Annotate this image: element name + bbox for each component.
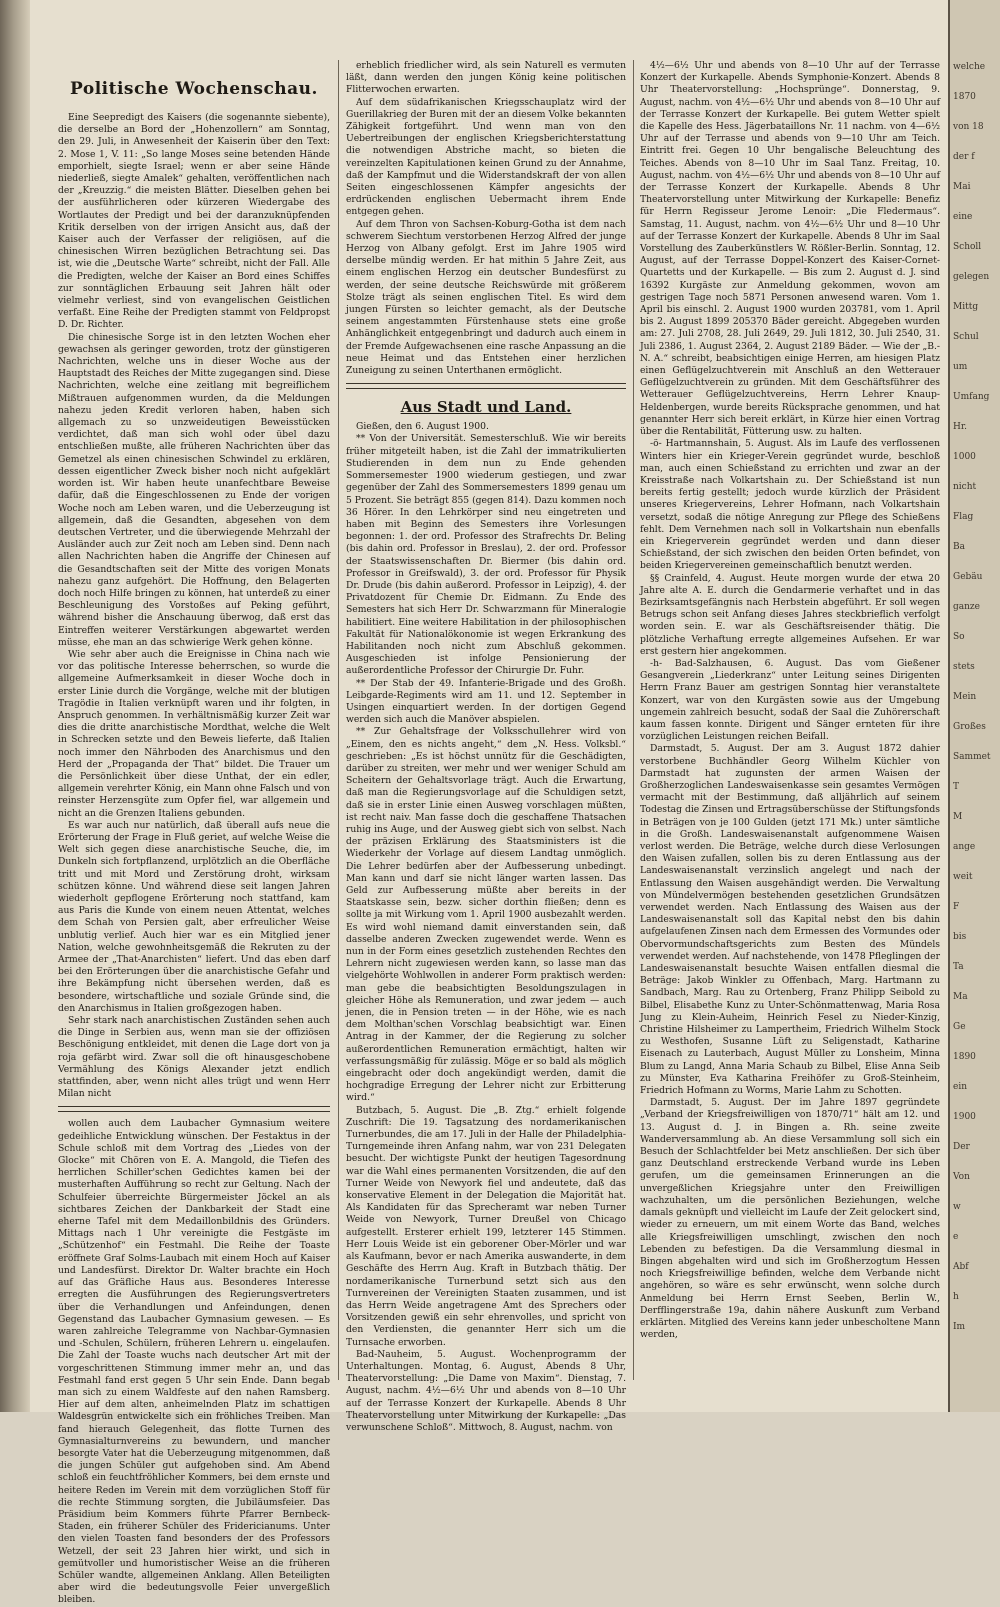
edge-fragment: 1900: [953, 1112, 976, 1122]
article-paragraph: Eine Seepredigt des Kaisers (die sogenannte siebente), die derselbe an Bord der „Hohenzollern“ am Sonntag, den 29. Juli, in Anwesenheit der Kaiserin über den Text: 2. Mose 1, V. 11: „So lange Moses seine betenden Hände emporhielt, siegte Israel; wenn er aber seine Hände niederließ, siegte Amalek“ gehalten, veröffentlichen nach der „Kreuzzig.“ die meisten Blätter. Dieselben gehen bei der ausführlicheren oder kürzeren Wiedergabe des Wortlautes der Predigt und bei der daranzuknüpfenden Kritik derselben von der irrigen Ansicht aus, daß der Kaiser auch der Verfasser der religiösen, auf die chinesischen Wirren bezüglichen Betrachtung sei. Das ist, wie die „Deutsche Warte“ schreibt, nicht der Fall. Alle die Predigten, welche der Kaiser an Bord eines Schiffes zur sonntäglichen Erbauung seit Jahren hält oder vielmehr verliest, sind von evangelischen Geistlichen verfaßt. Eine Reihe der Predigten stammt von Feldpropst D. Dr. Richter.: [58, 112, 330, 331]
edge-fragment: Der: [953, 1142, 970, 1152]
article-paragraph: Es war auch nur natürlich, daß überall aufs neue die Erörterung der Frage in Fluß geriet, auf welche Weise die Welt sich gegen diese anarchistische Seuche, die, im Dunkeln sich fortpflanzend, urplötzlich an die Oberfläche tritt und mit Mord und Zerstörung droht, wirksam schützen könne. Und während diese seit langen Jahren wiederholt gepflogene Erörterung noch stattfand, kam aus Paris die Kunde von einem neuen Attentat, welches dem Schah von Persien galt, aber erfreulicher Weise unblutig verlief. Auch hier war es ein Mitglied jener Nation, welche gewohnheitsgemäß die Rekruten zu der Armee der „That-Anarchisten“ liefert. Und das eben darf bei den Erörterungen über die anarchistische Gefahr und ihre Bekämpfung nicht übersehen werden, daß es besondere, wirtschaftliche und soziale Gründe sind, die den Anarchismus in Italien großgezogen haben.: [58, 819, 330, 1014]
heading-political-weekly: Politische Wochenschau.: [70, 79, 318, 99]
column-3: [640, 60, 940, 1380]
edge-fragment: Ta: [953, 962, 964, 972]
article-paragraph: wollen auch dem Laubacher Gymnasium weitere gedeihliche Entwicklung wünschen. Der Festaktus in der Schule schloß mit dem Vortrag des „Liedes von der Glocke“ mit Chören von E. A. Mangold, die Tiefen des herrlichen Schiller'schen Gedichtes kamen bei der musterhaften Aufführung so recht zur Geltung. Nach der Schulfeier überreichte Bürgermeister Jöckel an als sichtbares Zeichen der Dankbarkeit der Stadt eine eherne Tafel mit dem Medaillonbildnis des Gründers. Mittags nach 1 Uhr vereinigte die Festgäste im „Schützenhof“ ein Festmahl. Die Reihe der Toaste eröffnete Graf Solms-Laubach mit einem Hoch auf Kaiser und Landesfürst. Direktor Dr. Walter brachte ein Hoch auf das Gräfliche Haus aus. Besonderes Interesse erregten die Ausführungen des Regierungsvertreters über die Verhandlungen und Anfeindungen, denen Gegenstand das Laubacher Gymnasium gewesen. — Es waren zahlreiche Telegramme von Nachbar-Gymnasien und -Schulen, Schülern, früheren Lehrern u. eingelaufen. Die Zahl der Toaste wuchs nach deutscher Art mit der vorgeschrittenen Stimmung immer mehr an, und das Festmahl fand erst gegen 5 Uhr sein Ende. Dann begab man sich zu einem Waldfeste auf den nahen Ramsberg. Hier auf dem alten, anheimelnden Platz im schattigen Waldesgrün entwickelte sich ein fröhliches Treiben. Man fand hierauch Gelegenheit, das flotte Turnen des Gymnasialturnvereins zu bewundern, und mancher besorgte Vater hat die Ueberzeugung mitgenommen, daß die jungen Schüler gut aufgehoben sind. Am Abend schloß ein feuchtfröhlicher Kommers, bei dem ernste und heitere Reden im Verein mit dem vorzüglichen Stoff für die rechte Stimmung sorgten, die Jubiläumsfeier. Das Präsidium beim Kommers führte Pfarrer Bernbeck-Staden, ein früherer Schüler des Fridericianums. Unter den vielen Toasten fand besonders der des Professors Wetzell, der seit 23 Jahren hier wirkt, und sich in gemütvoller und humoristischer Weise an die früheren Schüler wandte, allgemeinen Anklang. Allen Beteiligten aber wird die bedeutungsvolle Feier unvergeßlich bleiben.: [58, 1118, 330, 1606]
edge-fragment: 1870: [953, 92, 976, 102]
edge-fragment: h: [953, 1292, 959, 1302]
article-paragraph: Darmstadt, 5. August. Der im Jahre 1897 gegründete „Verband der Kriegsfreiwilligen von 1870/71“ hält am 12. und 13. August d. J. in Bingen a. Rh. seine zweite Wanderversammlung ab. An diese Versammlung soll sich ein Besuch der Schlachtfelder bei Metz anschließen. Der sich über ganz Deutschland erstreckende Verband wurde ins Leben gerufen, um die gemeinsamen Erinnerungen an die unvergeßlichen Kriegsjahre unter den Freiwilligen wachzuhalten, um die persönlichen Beziehungen, welche damals geknüpft und vielleicht im Laufe der Zeit gelockert sind, wieder zu erneuern, um mit einem Worte das Band, welches alle Kriegsfreiwilligen umschlingt, zwischen den noch Lebenden zu befestigen. Da die Versammlung diesmal in Bingen abgehalten wird und sich im Großherzogtum Hessen noch Kriegsfreiwillige befinden, welche dem Verbande nicht angehören, so wäre es sehr erwünscht, wenn solche durch Anmeldung bei Herrn Ernst Seeben, Berlin W., Derfflingerstraße 19a, dahin nähere Auskunft zum Verband erklärten. Mitglied des Vereins kann jeder unbescholtene Mann werden,: [640, 1097, 941, 1341]
heading-city-and-country: Aus Stadt und Land.: [400, 398, 572, 417]
column-rule: [633, 60, 634, 1380]
edge-fragment: e: [953, 1232, 959, 1242]
article-paragraph: Die chinesische Sorge ist in den letzten Wochen eher gewachsen als geringer geworden, trotz der günstigeren Nachrichten, welche uns in dieser Woche aus der Hauptstadt des Reiches der Mitte zugegangen sind. Diese Nachrichten, welche eine zeitlang mit begreiflichem Mißtrauen aufgenommen wurden, da die Meldungen nahezu jeden Kredit verloren haben, haben sich allgemach zu so unzweideutigen Beweisstücken verdichtet, daß man sich wohl oder übel dazu entschließen mußte, alle früheren Nachrichten über das Gemetzel als einen chinesischen Schwindel zu erklären, dessen eigentlicher Zweck bisher noch nicht aufgeklärt worden ist. Wir haben heute unanfechtbare Beweise dafür, daß die Eingeschlossenen zu Ende der vorigen Woche noch am Leben waren, und die Ueberzeugung ist allgemein, daß die Gesandten, abgesehen von dem deutschen Vertreter, und die überwiegende Mehrzahl der Ausländer auch zur Zeit noch am Leben sind. Denn nach allen Nachrichten haben die Angriffe der Chinesen auf die Gesandtschaften seit der Mitte des vorigen Monats nahezu ganz aufgehört. Die Hoffnung, den Belagerten doch noch Hilfe bringen zu können, hat unterdeß zu einer Beschleunigung des Vorstoßes auf Peking geführt, während bisher die Anschauung überwog, daß erst das Eintreffen weiterer Verstärkungen abgewartet werden müsse, ehe man an das schwierige Werk gehen könne.: [58, 331, 330, 648]
edge-fragment: um: [953, 362, 968, 372]
edge-fragment: stets: [953, 662, 975, 672]
edge-fragment: Ba: [953, 542, 965, 552]
article-paragraph: ** Von der Universität. Semesterschluß. Wie wir bereits früher mitgeteilt haben, ist die Zahl der immatrikulierten Studierenden in dem nun zu Ende gehenden Sommersemester 1900 wiederum gestiegen, und zwar gegenüber der Zahl des Sommersemesters 1899 genau um 5 Prozent. Sie beträgt 855 (gegen 814). Dazu kommen noch 36 Hörer. In den Lehrkörper sind neu eingetreten und haben mit Beginn des Semesters ihre Vorlesungen begonnen: 1. der ord. Professor des Strafrechts Dr. Beling (bis dahin ord. Professor in Breslau), 2. der ord. Professor der Staatswissenschaften Dr. Biermer (bis dahin ord. Professor in Greifswald), 3. der ord. Professor für Physik Dr. Drude (bis dahin außerord. Professor in Leipzig), 4. der Privatdozent für Chemie Dr. Eidmann. Zu Ende des Semesters hat sich Herr Dr. Schwarzmann für Mineralogie habilitiert. Eine weitere Habilitation in der philosophischen Fakultät für Nationalökonomie ist wegen Erkrankung des Habilitanden noch nicht zum Abschluß gekommen. Ausgeschieden ist infolge Pensionierung der außerordentliche Professor der Chirurgie Dr. Fuhr.: [346, 433, 626, 677]
edge-fragment: So: [953, 632, 965, 642]
edge-fragment: w: [953, 1202, 961, 1212]
double-rule-divider: [58, 1106, 330, 1112]
edge-fragment: Im: [953, 1322, 966, 1332]
edge-fragment: Flag: [953, 512, 974, 522]
edge-fragment: Mein: [953, 692, 977, 702]
column-1-articles: [58, 112, 330, 1100]
edge-fragment: Mai: [953, 182, 971, 192]
edge-fragment: Ma: [953, 992, 968, 1002]
edge-fragment: Scholl: [953, 242, 982, 252]
edge-fragment: weit: [953, 872, 973, 882]
edge-fragment: M: [953, 812, 963, 822]
edge-fragment: welche: [953, 62, 986, 72]
article-paragraph: ** Zur Gehaltsfrage der Volksschullehrer wird von „Einem, den es nichts angeht,“ dem „N. Hess. Volksbl.“ geschrieben: „Es ist höchst unnütz für die Geschädigten, darüber zu streiten, wer mehr und wer weniger Schuld am Scheitern der Gehaltsvorlage trägt. Auch die Erwartung, daß man die Regierungsvorlage auf die Schuldigen setzt, daß sie in erster Linie einen Ausweg vorschlagen müßten, ist recht naiv. Man fasse doch die geschaffene Thatsachen ruhig ins Auge, und der Ausweg giebt sich von selbst. Nach der präzisen Erklärung des Staatsministers ist die Wiederkehr der Vorlage auf diesem Landtag unmöglich. Die Lehrer bedürfen aber der Aufbesserung unbedingt. Man kann und darf sie nicht länger warten lassen. Das Geld zur Aufbesserung müßte aber bereits in der Staatskasse sein, bezw. sicher dorthin fließen; denn es sollte ja mit Wirkung vom 1. April 1900 ausbezahlt werden. Es wird wohl niemand damit einverstanden sein, daß dasselbe anderen Zwecken zugewendet werde. Wenn es nun in der Form eines gesetzlich zustehenden Rechtes den Lehrern nicht zugewiesen werden kann, so lasse man das vielgehörte Wohlwollen in anderer Form praktisch werden: man gebe die beabsichtigten Besoldungszulagen in gleicher Höhe als Remuneration, und zwar jedem — auch jenen, die in Pension treten — in der Höhe, wie es nach dem Molthan'schen Vorschlag beabsichtigt war. Einen Antrag in der Kammer, der die Regierung zu solcher außerordentlichen Remuneration ermächtigt, halten wir verfassungsmäßig für zulässig. Möge er so bald als möglich eingebracht oder doch angekündigt werden, damit die hochgradige Erregung der Lehrer nicht zur Erbitterung wird.“: [346, 726, 626, 1104]
dateline: Gießen, den 6. August 1900.: [356, 421, 489, 433]
edge-fragment: ganze: [953, 602, 980, 612]
article-paragraph: §§ Crainfeld, 4. August. Heute morgen wurde der etwa 20 Jahre alte A. E. durch die Gendarmerie verhaftet und in das Bezirksamtsgefängnis nach Herbstein abgeführt. Er soll wegen Betrugs schon seit Anfang dieses Jahres steckbrieflich verfolgt worden sein. E. war als Geschäftsreisender thätig. Die plötzliche Verhaftung erregte allgemeines Aufsehen. Er war erst gestern hier angekommen.: [640, 572, 940, 657]
edge-fragment: 1000: [953, 452, 976, 462]
edge-fragment: gelegen: [953, 272, 990, 282]
edge-fragment: Gebäu: [953, 572, 983, 582]
article-paragraph: erheblich friedlicher wird, als sein Naturell es vermuten läßt, dann werden den jungen König keine politischen Flitterwochen erwarten.: [346, 60, 626, 96]
edge-fragment: bis: [953, 932, 967, 942]
article-paragraph: Wie sehr aber auch die Ereignisse in China nach wie vor das politische Interesse beherrschen, so wurde die allgemeine Aufmerksamkeit in dieser Woche doch in erster Linie durch die Vorgänge, welche mit der blutigen Tragödie in Italien verknüpft waren und ihr folgten, in Anspruch genommen. In verhältnismäßig kurzer Zeit war dies die dritte anarchistische Mordthat, welche die Welt in Schrecken setzte und den Beweis lieferte, daß Italien noch immer den Nährboden des Anarchismus und den Herd der „Propaganda der That“ bildet. Die Trauer um die Persönlichkeit über diese Unthat, der ein edler, allgemein verehrter König, ein Mann ohne Falsch und von reinster Herzensgüte zum Opfer fiel, war allgemein und nicht an die Grenzen Italiens gebunden.: [58, 648, 330, 819]
edge-fragment: F: [953, 902, 960, 912]
edge-fragment: 1890: [953, 1052, 976, 1062]
column-2: [346, 60, 626, 1433]
column-1: [58, 60, 330, 1606]
article-paragraph: Auf dem südafrikanischen Kriegsschauplatz wird der Guerillakrieg der Buren mit der an diesem Volke bekannten Zähigkeit fortgeführt. Und wenn man von den Uebertreibungen der englischen Kriegsberichterstattung die notwendigen Abstriche macht, so bieten die vereinzelten Kapitulationen keinen Grund zu der Annahme, daß der Kampfmut und die Widerstandskraft der von allen Seiten eingeschlossenen Kämpfer angesichts der erdrückenden englischen Uebermacht ihrem Ende entgegen gehen.: [346, 96, 626, 218]
edge-fragment: Sammet: [953, 752, 991, 762]
edge-fragment: nicht: [953, 482, 977, 492]
article-paragraph: 4½—6½ Uhr und abends von 8—10 Uhr auf der Terrasse Konzert der Kurkapelle. Abends Symphonie-Konzert. Abends 8 Uhr Theatervorstellung: „Hochsprünge“. Donnerstag, 9. August, nachm. von 4½—6½ Uhr und abends von 8—10 Uhr auf der Terrasse Konzert der Kurkapelle. Bei gutem Wetter spielt die Kapelle des Hess. Jägerbataillons Nr. 11 nachm. von 4—6½ Uhr auf der Terrasse und abends von 9—10 Uhr am Teich. Eintritt frei. Gegen 10 Uhr bengalische Beleuchtung des Teiches. Abends von 8—10 Uhr im Saal Tanz. Freitag, 10. August, nachm. von 4½—6½ Uhr und abends von 8—10 Uhr auf der Terrasse Konzert der Kurkapelle. Abends 8 Uhr Theatervorstellung unter Mitwirkung der Kurkapelle: Benefiz für Herrn Regisseur Jerome Lenoir: „Die Fledermaus“. Samstag, 11. August, nachm. von 4½—6½ Uhr und 8—10 Uhr auf der Terrasse Konzert der Kurkapelle. Abends 8 Uhr im Saal Vorstellung des Zauberkünstlers W. Rößler-Berlin. Sonntag, 12. August, auf der Terrasse Doppel-Konzert des Kaiser-Cornet-Quartetts und der Kurkapelle. — Bis zum 2. August d. J. sind 16392 Kurgäste zur Anmeldung gekommen, wovon am gestrigen Tage noch 5871 Personen anwesend waren. Vom 1. April bis einschl. 2. August 1900 wurden 203781, vom 1. April bis 2. August 1899 205370 Bäder gereicht. Abgegeben wurden am: 27. Juli 2708, 28. Juli 2649, 29. Juli 1812, 30. Juli 2540, 31. Juli 2386, 1. August 2364, 2. August 2189 Bäder. — Wie der „B.-N. A.“ schreibt, beabsichtigen einige Herren, am hiesigen Platz einen Geflügelzuchtverein mit Anschluß an den Wetterauer Geflügelzuchtverein zu gründen. Mit dem Geschäftsführer des Wetterauer Geflügelzuchtvereins, Herrn Lehrer Knaup-Heldenbergen, wurde bereits Rücksprache genommen, und hat genannter Herr sich bereit erklärt, in Kürze hier einen Vortrag über die Rentabilität, Fütterung usw. zu halten.: [640, 60, 940, 438]
article-paragraph: Darmstadt, 5. August. Der am 3. August 1872 dahier verstorbene Buchhändler Georg Wilhelm Küchler von Darmstadt hat zugunsten der armen Waisen der Großherzoglichen Landeswaisenkasse sein gesamtes Vermögen vermacht mit der Bestimmung, daß alljährlich auf seinem Todestag die Zinsen und Ertragsüberschüsse der Stiftungsfonds in Beträgen von je 100 Gulden (jetzt 171 Mk.) unter sämtliche in die Großh. Landeswaisenanstalt aufgenommene Waisen verlost werden. Die Beträge, welche durch diese Verlosungen den Waisen zufallen, sollen bis zu deren Entlassung aus der Landeswaisenanstalt verzinslich angelegt und nach der Entlassung den Waisen ausgehändigt werden. Die Verwaltung von Mündelvermögen bestehenden gesetzlichen Grundsätzen verwendet werden. Nach Entlassung des Waisen aus der Landeswaisenanstalt soll das Kapital nebst den bis dahin aufgelaufenen Zinsen nach dem Ermessen des Vormundes oder Obervormundschaftsgerichts zum Besten des Mündels verwendet werden. Auf nachstehende, von 1478 Pfleglingen der Landeswaisenanstalt besuchte Waisen entfallen diesmal die Beträge: Jakob Winkler zu Offenbach, Marg. Hartmann zu Sandbach, Marg. Rau zu Ortenberg, Franz Philipp Seibold zu Bilbel, Elisabethe Kunz zu Unter-Schönmattenwag, Maria Rosa Jung zu Klein-Auheim, Heinrich Fesel zu Nieder-Kinzig, Christine Hilsheimer zu Lampertheim, Friedrich Wilhelm Stock zu Westhofen, Susanne Lüft zu Seligenstadt, Katharine Eisenach zu Lauterbach, August Müller zu Lonsheim, Minna Blum zu Langd, Anna Maria Schaub zu Bilbel, Elise Anna Seib zu Münster, Eva Katharina Freihöfer zu Groß-Steinheim, Friedrich Hofmann zu Worms, Marie Lahm zu Schotten.: [640, 743, 940, 1097]
double-rule-divider: [346, 383, 626, 389]
edge-fragment: Hr.: [953, 422, 968, 432]
edge-fragment: Schul: [953, 332, 979, 342]
edge-fragment: T: [953, 782, 960, 792]
adjacent-page-edge: [948, 0, 1000, 1412]
edge-fragment: Von: [953, 1172, 970, 1182]
article-paragraph: Bad-Nauheim, 5. August. Wochenprogramm der Unterhaltungen. Montag, 6. August, Abends 8 Uhr, Theatervorstellung: „Die Dame von Maxim“. Dienstag, 7. August, nachm. 4½—6½ Uhr und abends von 8—10 Uhr auf der Terrasse Konzert der Kurkapelle. Abends 8 Uhr Theatervorstellung unter Mitwirkung der Kurkapelle: „Das verwunschene Schloß“. Mittwoch, 8. August, nachm. von: [346, 1348, 626, 1433]
edge-fragment: ange: [953, 842, 976, 852]
edge-fragment: von 18: [953, 122, 984, 132]
article-paragraph: -h- Bad-Salzhausen, 6. August. Das vom Gießener Gesangverein „Liederkranz“ unter Leitung seines Dirigenten Herrn Franz Bauer am gestrigen Sonntag hier veranstaltete Konzert, war von den Kurgästen sowie aus der Umgebung ungemein zahlreich besucht, sodaß der Saal die Zuhörerschaft kaum fassen konnte. Dirigent und Sänger ernteten für ihre vorzüglichen Leistungen reichen Beifall.: [640, 657, 940, 743]
article-paragraph: Sehr stark nach anarchistischen Zuständen sehen auch die Dinge in Serbien aus, wenn man sie der offiziösen Beschönigung entkleidet, mit denen die Lage dort von ja roja gefärbt wird. Zwar soll die oft hinausgeschobene Vermählung des Königs Alexander jetzt endlich stattfinden, aber, wenn nicht alles trügt und wenn Herr Milan nicht: [58, 1015, 330, 1100]
article-paragraph: Butzbach, 5. August. Die „B. Ztg.“ erhielt folgende Zuschrift: Die 19. Tagsatzung des nordamerikanischen Turnerbundes, die am 17. Juli in der Halle der Philadelphia-Turngemeinde ihren Anfang nahm, war von 231 Delegaten besucht. Der wichtigste Punkt der heutigen Tagesordnung war die Wahl eines permanenten Vorsitzenden, die auf den Turner Weide von Newyork fiel und andeutete, daß das konservative Element in der Delegation die Majorität hat. Als Kandidaten für das Sprecheramt war neben Turner Weide von Newyork, Turner Dreußel von Chicago aufgestellt. Ersterer erhielt 199, letzterer 145 Stimmen. Herr Louis Weide ist ein geborener Ober-Mörler und war als Kaufmann, bevor er nach Amerika auswanderte, in dem Geschäfte des Herrn Aug. Kraft in Butzbach thätig. Der nordamerikanische Turnerbund setzt sich aus den Turnvereinen der Vereinigten Staaten zusammen, und ist das Herrn Weide angetragene Amt des Sprechers oder Vorsitzenden gewiß ein sehr ehrenvolles, und spricht von den Verdiensten, die genannter Herr sich um die Turnsache erworben.: [346, 1104, 626, 1348]
edge-fragment: Abf: [953, 1262, 969, 1272]
article-paragraph: -ö- Hartmannshain, 5. August. Als im Laufe des verflossenen Winters hier ein Krieger-Verein gegründet wurde, beschloß man, auch einen Schießstand zu errichten und zwar an der Kreisstraße nach Volkartshain zu. Der Schießstand ist nun bereits fertig gestellt; jedoch wurde kürzlich der Präsident unseres Kriegervereins, Lehrer Hofmann, nach Volkartshain versetzt, sodaß die nötige Anregung zur Pflege des Schießens fehlt. Dem Vernehmen nach soll in Volkartshain nun ebenfalls ein Kriegerverein gegründet werden und dann dieser Schießstand, der sich zwischen den beiden Orten befindet, von beiden Kriegervereinen gemeinschaftlich benutzt werden.: [640, 438, 940, 572]
edge-fragment: Großes: [953, 722, 986, 732]
article-paragraph: ** Der Stab der 49. Infanterie-Brigade und des Großh. Leibgarde-Regiments wird am 11. und 12. September in Usingen einquartiert werden. In der dortigen Gegend werden sich auch die Manöver abspielen.: [346, 677, 626, 726]
edge-fragment: der f: [953, 152, 975, 162]
edge-fragment: Umfang: [953, 392, 990, 402]
edge-fragment: Mittg: [953, 302, 979, 312]
column-rule: [338, 60, 339, 1380]
page-binding-shadow: [0, 0, 30, 1412]
edge-fragment: Ge: [953, 1022, 966, 1032]
edge-fragment: ein: [953, 1082, 968, 1092]
article-paragraph: Auf dem Thron von Sachsen-Koburg-Gotha ist dem nach schwerem Siechtum verstorbenen Herzog Alfred der junge Herzog von Albany gefolgt. Erst im Jahre 1905 wird derselbe mündig werden. Er hat mithin 5 Jahre Zeit, aus einem englischen Herzog ein deutscher Bundesfürst zu werden, der seine deutsche Reichswürde mit größerem Stolze trägt als seinen englischen Titel. Es wird dem jungen Fürsten so leichter gemacht, als der Deutsche seinem angestammten Fürstenhause stets eine große Anhänglichkeit entgegenbringt und dadurch auch einem in der Fremde Aufgewachsenen eine rasche Anpassung an die neue Heimat und das Entstehen einer herzlichen Zuneigung zu seinen Unterthanen ermöglicht.: [346, 218, 626, 377]
edge-fragment: eine: [953, 212, 973, 222]
